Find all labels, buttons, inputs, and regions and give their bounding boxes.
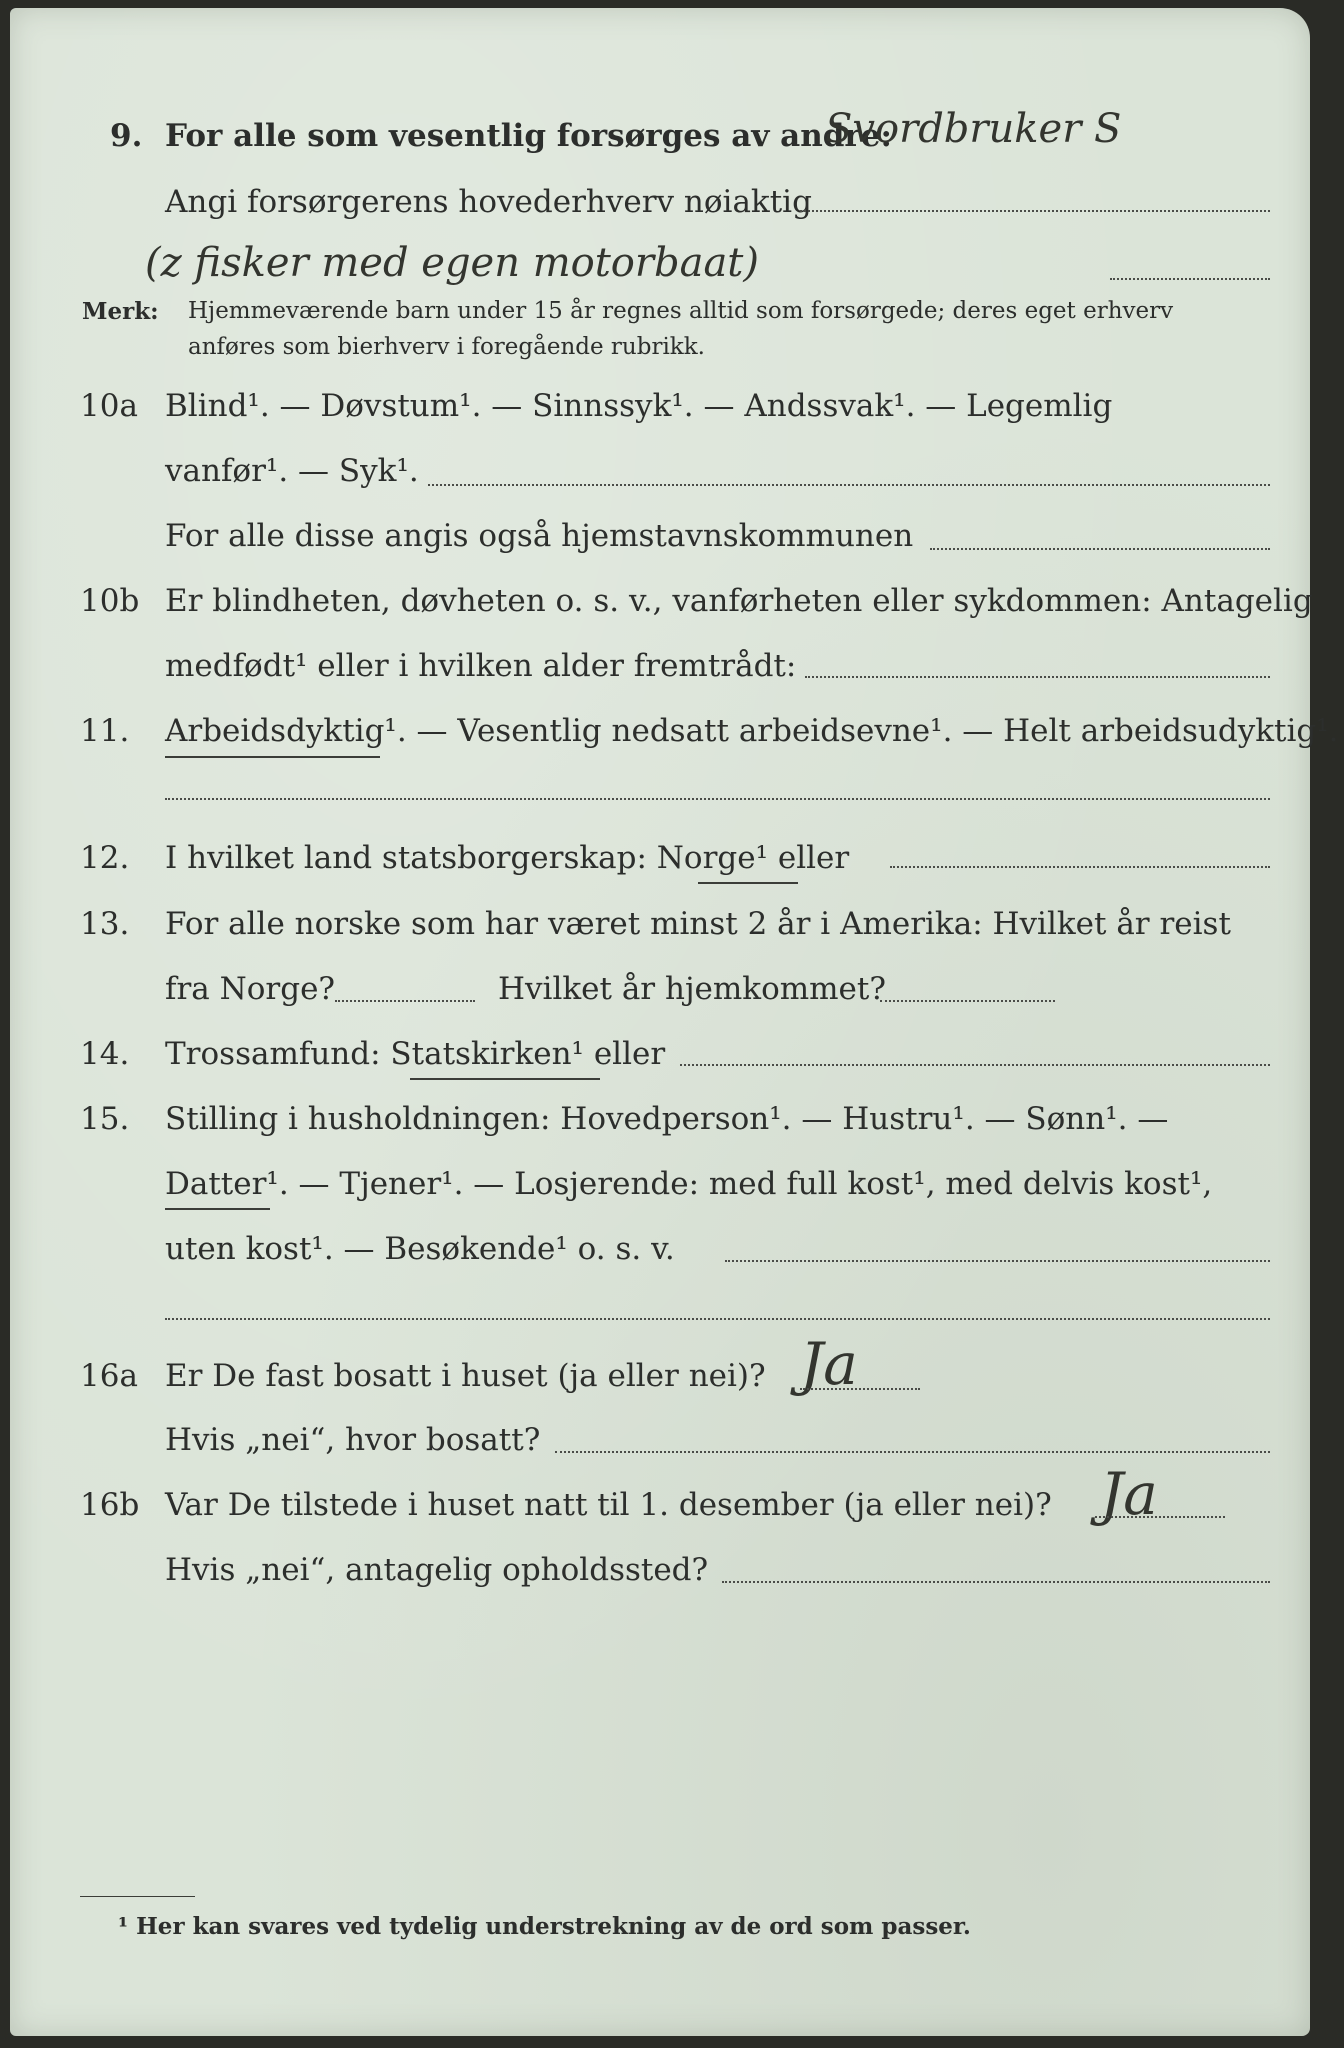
q13-answer-line-reist <box>335 1000 475 1002</box>
q13-answer-line-hjemkommet <box>880 1000 1055 1002</box>
q16a-line1: Er De fast bosatt i huset (ja eller nei)? <box>165 1358 766 1394</box>
q16b-answer-line2 <box>722 1581 1270 1583</box>
item-number-9: 9. <box>110 118 143 154</box>
q12-underline-norge <box>698 882 798 884</box>
q11-underline-arbeidsdyktig <box>165 756 380 758</box>
census-form-page <box>10 8 1339 2036</box>
merk-line2: anføres som bierhverv i foregående rubrikk. <box>188 334 705 360</box>
merk-line1: Hjemmeværende barn under 15 år regnes alltid som forsørgede; deres eget erhverv <box>188 298 1174 324</box>
item-number-15: 15. <box>80 1101 130 1137</box>
q10b-answer-line <box>805 676 1270 678</box>
q9-handwritten-answer1: Svordbruker S <box>825 106 1122 152</box>
q13-line2a: fra Norge? <box>165 971 336 1007</box>
q11-line1: Arbeidsdyktig¹. — Vesentlig nedsatt arbeidsevne¹. — Helt arbeidsudyktig¹. <box>165 713 1339 749</box>
item-number-16b: 16b <box>80 1487 140 1523</box>
q9-answer-line2 <box>1110 278 1270 280</box>
q10a-answer-line <box>428 484 1270 486</box>
q16b-line2: Hvis „nei“, antagelig opholdssted? <box>165 1552 709 1588</box>
item-number-12: 12. <box>80 840 130 876</box>
q13-line2b: Hvilket år hjemkommet? <box>498 971 886 1007</box>
q10a-line1: Blind¹. — Døvstum¹. — Sinnssyk¹. — Andssvak¹. — Legemlig <box>165 388 1113 424</box>
q13-line1: For alle norske som har været minst 2 år i Amerika: Hvilket år reist <box>165 906 1231 942</box>
q10a-line2: vanfør¹. — Syk¹. <box>165 453 419 489</box>
q15-underline-datter <box>165 1208 270 1210</box>
q15-line3: uten kost¹. — Besøkende¹ o. s. v. <box>165 1231 675 1267</box>
item-number-14: 14. <box>80 1036 130 1072</box>
q16a-answer-line2 <box>555 1451 1270 1453</box>
q15-answer-line2 <box>165 1318 1270 1320</box>
item-number-10b: 10b <box>80 583 140 619</box>
q12-line1: I hvilket land statsborgerskap: Norge¹ eller <box>165 840 850 876</box>
q16a-line2: Hvis „nei“, hvor bosatt? <box>165 1422 541 1458</box>
q10b-line2: medfødt¹ eller i hvilken alder fremtrådt: <box>165 648 797 684</box>
q9-line1: For alle som vesentlig forsørges av andre: <box>165 118 892 154</box>
q14-line1: Trossamfund: Statskirken¹ eller <box>165 1036 666 1072</box>
q11-answer-line <box>165 798 1270 800</box>
q16a-handwritten-answer: Ja <box>800 1330 858 1398</box>
q15-line1: Stilling i husholdningen: Hovedperson¹. — Hustru¹. — Sønn¹. — <box>165 1101 1169 1137</box>
q10b-line1: Er blindheten, døvheten o. s. v., vanførheten eller sykdommen: Antagelig <box>165 583 1313 619</box>
q14-answer-line <box>680 1064 1270 1066</box>
item-number-13: 13. <box>80 906 130 942</box>
q10a-line3: For alle disse angis også hjemstavnskommunen <box>165 518 914 554</box>
merk-label: Merk: <box>82 298 159 325</box>
q16a-answer-line <box>800 1388 920 1390</box>
q16b-line1: Var De tilstede i huset natt til 1. desember (ja eller nei)? <box>165 1487 1052 1523</box>
q14-underline-statskirken <box>410 1078 600 1080</box>
footnote-rule <box>80 1896 195 1897</box>
q16b-handwritten-answer: Ja <box>1100 1460 1158 1528</box>
q9-line2: Angi forsørgerens hovederhverv nøiaktig <box>165 184 812 220</box>
item-number-11: 11. <box>80 713 130 749</box>
q15-answer-line <box>725 1260 1270 1262</box>
q9-handwritten-answer2: (z fisker med egen motorbaat) <box>145 240 759 286</box>
q16b-answer-line <box>1095 1516 1225 1518</box>
q10a-answer-line2 <box>930 548 1270 550</box>
q9-answer-line <box>800 210 1270 212</box>
item-number-16a: 16a <box>80 1358 138 1394</box>
q15-line2: Datter¹. — Tjener¹. — Losjerende: med full kost¹, med delvis kost¹, <box>165 1166 1213 1202</box>
item-number-10a: 10a <box>80 388 138 424</box>
q12-answer-line <box>890 866 1270 868</box>
footnote-text: ¹ Her kan svares ved tydelig understrekning av de ord som passer. <box>118 1913 971 1940</box>
